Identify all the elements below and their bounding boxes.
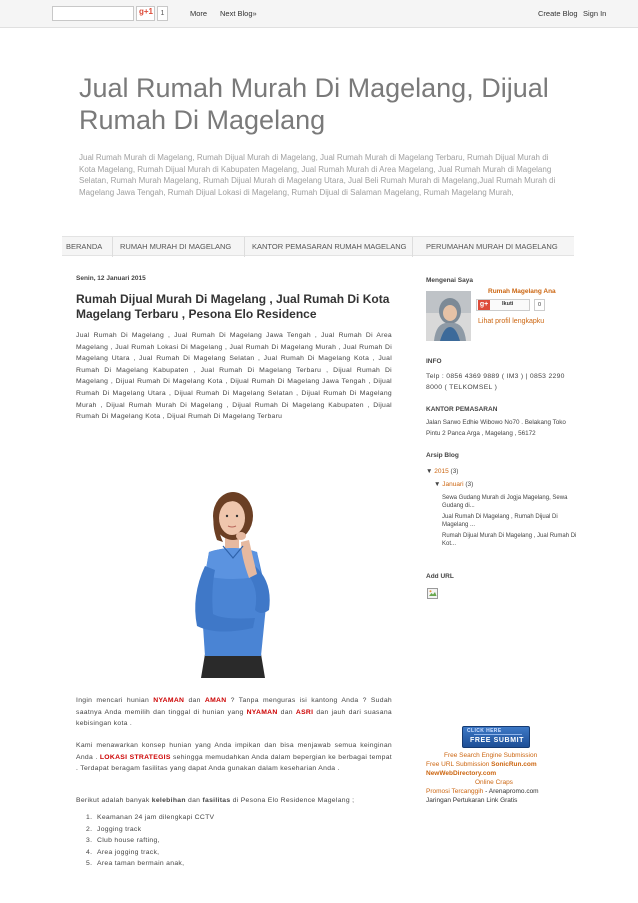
free-submit-label: FREE SUBMIT [470, 737, 525, 744]
post-title[interactable]: Rumah Dijual Murah Di Magelang , Jual Rumah Di Kota Magelang Terbaru , Pesona Elo Residence [76, 292, 390, 321]
free-submit-top-label: CLICK HERE [467, 728, 502, 734]
tab-rumah-murah[interactable]: RUMAH MURAH DI MAGELANG [120, 242, 232, 251]
navbar-search-input[interactable] [52, 6, 134, 21]
broken-image-icon[interactable] [427, 588, 438, 599]
features-list [86, 812, 386, 870]
office-address-text: Jalan Sarwo Edhie Wibowo No70 . Belakang Toko Pintu 2 Panca Arga , Magelang , 56172 [426, 419, 566, 437]
info-heading: INFO [426, 358, 442, 365]
profile-avatar[interactable] [426, 291, 471, 341]
plus-one-label[interactable]: g+1 [139, 7, 154, 16]
tab-kantor-pemasaran[interactable]: KANTOR PEMASARAN RUMAH MAGELANG [252, 242, 407, 251]
free-submit-divider [474, 734, 522, 735]
office-heading: KANTOR PEMASARAN [426, 406, 498, 413]
archive-heading: Arsip Blog [426, 452, 459, 459]
archive-month-link[interactable]: Januari [442, 481, 464, 488]
tab-divider [412, 237, 413, 257]
page-tabs [62, 236, 574, 256]
blog-title[interactable]: Jual Rumah Murah Di Magelang, Dijual Rumah Di Magelang [79, 73, 549, 135]
info-phone-text: Telp : 0856 4369 9889 ( IM3 ) | 0853 2290 8000 ( TELKOMSEL ) [426, 373, 565, 391]
archive-post-link[interactable]: Sewa Gudang Murah di Jogja Magelang, Sewa Gudang di... [442, 495, 568, 510]
archive-year-link[interactable]: 2015 [434, 468, 449, 475]
free-search-engine-link[interactable]: Free Search Engine Submission [444, 752, 538, 759]
list-item: 4. Area jogging track, [86, 848, 160, 856]
free-url-link[interactable]: Free URL Submission [426, 761, 490, 768]
post-date: Senin, 12 Januari 2015 [76, 275, 146, 282]
add-url-heading: Add URL [426, 573, 454, 580]
archive-year-row[interactable]: ▼ 2015 (3) [426, 468, 459, 475]
more-link[interactable]: More [190, 9, 208, 18]
archive-post-link[interactable]: Jual Rumah Di Magelang , Rumah Dijual Di Magelang ... [442, 514, 558, 529]
list-item: 1. Keamanan 24 jam dilengkapi CCTV [86, 814, 215, 821]
archive-year-toggle-icon[interactable]: ▼ [426, 468, 433, 475]
archive-month-toggle-icon[interactable]: ▼ [434, 481, 441, 488]
tab-divider [244, 237, 245, 257]
blog-description: Jual Rumah Murah di Magelang, Rumah Dijual Murah di Magelang, Jual Rumah Murah di Magelang Terbaru, Rumah Dijual Murah di Kota Magelang, Rumah Dijual Murah di Kabupaten Magelang, Jual Rumah Murah di Area Magelang, Jual Rumah Murah di Magelang Selatan, Rumah Murah Magelang, Rumah Dijual Murah di Magelang Utara, Jual Beli Rumah Murah di Magelang,Jual Rumah Murah di Magelang Jawa Tengah, Rumah Dijual Lokasi di Magelang, Rumah Dijual di Salaman Magelang, Rumah Magelang Murah, [79, 153, 556, 197]
list-item: 5. Area taman bermain anak, [86, 860, 185, 868]
promosi-link[interactable]: Promosi Tercanggih [426, 788, 484, 795]
view-profile-link[interactable]: Lihat profil lengkapku [478, 318, 545, 325]
tab-divider [112, 237, 113, 257]
post-paragraph-2: Kami menawarkan konsep hunian yang Anda impikan dan bisa menjawab semua keinginan Anda . LOKASI STRATEGIS sehingga memudahkan Anda dalam bepergian ke berbagai tempat . Terdapat beragam fasilitas yang dapat Anda gunakan dalam keseharian Anda . [76, 742, 392, 773]
about-heading: Mengenai Saya [426, 277, 473, 284]
newwebdirectory-link[interactable]: NewWebDirectory.com [426, 770, 497, 777]
list-item: 3. Club house rafting, [86, 837, 160, 845]
create-blog-link[interactable]: Create Blog [538, 9, 578, 18]
free-url-row [426, 760, 537, 769]
sign-in-link[interactable]: Sign In [583, 9, 607, 18]
tab-perumahan-murah[interactable]: PERUMAHAN MURAH DI MAGELANG [426, 242, 558, 251]
post-intro: Jual Rumah Di Magelang , Jual Rumah Di Magelang Jawa Tengah , Jual Rumah Di Area Magelang , Jual Rumah Lokasi Di Magelang , Jual Rumah Di Magelang Murah , Jual Rumah Di Magelang Utara , Jual Rumah Di Magelang Selatan , Jual Rumah Di Magelang Kota , Jual Rumah Di Magelang Kabupaten , Jual Rumah Di Magelang Terbaru , Dijual Rumah Di Magelang , Dijual Rumah Di Magelang Kota , Dijual Rumah Di Magelang Jawa Tengah , Dijual Rumah Di Magelang Utara , Dijual Rumah Di Magelang Selatan , Dijual Rumah Di Magelang Murah , Dijual Rumah Murah Di Magelang , Dijual Rumah Di Magelang Kabupaten , Dijual Rumah Di Magelang Kota , Dijual Rumah Di Magelang Terbaru [76, 332, 392, 421]
archive-month-row[interactable]: ▼ Januari (3) [434, 481, 474, 488]
profile-name[interactable]: Rumah Magelang Ana [488, 288, 556, 295]
link-exchange-link[interactable]: Jaringan Pertukaran Link Gratis [426, 797, 518, 804]
promosi-row: Promosi Tercanggih - Arenapromo.com [426, 788, 539, 795]
sonicrun-link[interactable]: SonicRun.com [491, 761, 537, 768]
next-blog-link[interactable]: Next Blog» [220, 9, 257, 18]
plus-one-count: 1 [157, 6, 168, 21]
woman-thinking-photo[interactable] [157, 486, 309, 678]
tab-beranda[interactable]: BERANDA [66, 242, 103, 251]
list-item: 2. Jogging track [86, 825, 142, 833]
post-paragraph-3: Berikut adalah banyak kelebihan dan fasilitas di Pesona Elo Residence Magelang ; [76, 797, 355, 804]
archive-post-link[interactable]: Rumah Dijual Murah Di Magelang , Jual Rumah Di Kot... [442, 533, 577, 548]
post-paragraph-1: Ingin mencari hunian NYAMAN dan AMAN ? Tanpa menguras isi kantong Anda ? Sudah saatnya Anda memilih dan tinggal di hunian yang NYAMAN dan ASRI dan jauh dari suasana kebisingan kota . [76, 697, 392, 728]
online-craps-link[interactable]: Online Craps [475, 779, 513, 786]
follow-label[interactable]: Ikuti [502, 301, 514, 307]
follow-count: 0 [534, 299, 545, 311]
google-plus-icon: g+ [479, 301, 489, 308]
